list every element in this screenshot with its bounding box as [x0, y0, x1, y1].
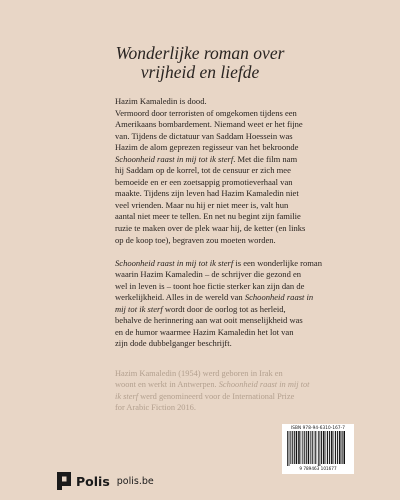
bio-line-rest: werd genomineerd voor de International Prize [138, 391, 295, 401]
barcode-bar [301, 431, 302, 464]
blurb-paragraph-1 [115, 96, 306, 246]
bio-line: Hazim Kamaledin (1954) werd geboren in Irak en [115, 369, 283, 378]
novel-title: ik sterf [115, 391, 139, 401]
blurb [115, 96, 323, 361]
blurb-line-rest: . Met die film nam [233, 153, 298, 164]
headline-line-1: Wonderlijke roman over [115, 43, 285, 63]
blurb-line: Amerikaans bombardement. Niemand weet er het fijne [115, 119, 303, 130]
barcode-bar [318, 431, 319, 466]
bio-line-rest: woont en werkt in Antwerpen. [115, 380, 219, 390]
blurb-line-with-title [115, 153, 298, 166]
blurb-line: waarin Hazim Kamaledin – de schrijver die gezond en [115, 269, 302, 280]
blurb-line-rest: is een wonderlijke roman [233, 257, 323, 268]
novel-title: Schoonheid raast in mij tot ik sterf [115, 257, 234, 268]
novel-title: Schoonheid raast in [244, 292, 314, 303]
blurb-line: hij Saddam op de korrel, tot de censuur er zich mee [115, 165, 291, 176]
barcode-bar [320, 431, 321, 466]
barcode-bar [312, 431, 313, 464]
barcode-bar [290, 431, 291, 464]
barcode-bar [329, 431, 330, 464]
blurb-line: ruzie te maken over de plek waar hij, de ketter (en links [115, 223, 306, 234]
blurb-line: Hazim Kamaledin is dood. [115, 96, 207, 106]
barcode-bar [314, 431, 315, 464]
barcode-bar [321, 431, 322, 464]
publisher-logo [57, 472, 154, 490]
barcode-bar [289, 431, 290, 466]
blurb-line: Hazim de alom geprezen regisseur van het bekroonde [115, 142, 299, 153]
blurb-line: Vermoord door terroristen of omgekomen tijdens een [115, 107, 297, 118]
blurb-line: behalve de herinnering aan wat ooit menselijkheid was [115, 315, 303, 326]
barcode-bar [308, 431, 310, 464]
blurb-line: aantal niet meer te tellen. En net nu begint zijn familie [115, 211, 301, 222]
blurb-paragraph-2 [115, 257, 323, 350]
barcode-bar [306, 431, 307, 464]
barcode-bar [342, 431, 343, 464]
bio-line [115, 379, 310, 390]
barcode-bar [344, 431, 346, 464]
blurb-line [115, 304, 293, 316]
author-bio [115, 368, 310, 414]
blurb-line: van. Tijdens de dictatuur van Saddam Hoessein was [115, 130, 293, 141]
publisher-url: polis.be [116, 475, 154, 487]
barcode-bar [298, 431, 300, 464]
blurb-line: en de humor waarmee Hazim Kamaledin het lot van [115, 326, 294, 337]
blurb-line [115, 292, 314, 304]
barcode-bar [326, 431, 327, 464]
headline [0, 44, 400, 82]
blurb-line: bemoeide en er een zoetsappig promotieverhaal van [115, 176, 293, 187]
barcode-bar [287, 431, 288, 466]
barcode-bar [323, 431, 325, 464]
blurb-line: op de koop toe), begraven zou moeten worden. [115, 234, 276, 245]
barcode-bar [310, 431, 311, 464]
barcode-bar [335, 431, 336, 464]
barcode-bar [331, 431, 333, 464]
barcode-bar [327, 431, 328, 464]
barcode-bar [304, 431, 305, 464]
bio-line [115, 391, 305, 402]
barcode-digits: 9 789463 101677 [299, 466, 337, 471]
bio-line: for Arabic Fiction 2016. [115, 403, 196, 413]
novel-title: Schoonheid raast in mij tot [218, 380, 310, 390]
blurb-line-rest: wordt door de oorlog tot as herleid, [162, 303, 286, 314]
publisher-name: Polis [76, 473, 110, 489]
headline-line-2: vrijheid en liefde [140, 62, 260, 82]
isbn-barcode [282, 424, 354, 474]
blurb-line: maakte. Tijdens zijn leven had Hazim Kamaledin niet [115, 188, 299, 199]
barcode-bar [292, 431, 293, 464]
barcode-bar [296, 431, 298, 464]
polis-logo-icon [57, 472, 72, 490]
blurb-line-rest: werkelijkheid. Alles in de wereld van [115, 292, 245, 303]
blurb-line: wel in leven is – toont hoe fictie sterker kan zijn dan de [115, 280, 305, 291]
film-title: Schoonheid raast in mij tot ik sterf [115, 153, 234, 164]
barcode-bar [315, 431, 316, 464]
blurb-line: veel vrienden. Maar nu hij er niet meer is, valt hun [115, 199, 289, 210]
barcode-bar [294, 431, 295, 464]
barcode-bar [339, 431, 341, 464]
barcode-bars [285, 431, 351, 466]
isbn-label: ISBN 978-94-6310-167-7 [290, 425, 346, 430]
blurb-line [115, 257, 323, 270]
barcode-bar [334, 431, 335, 464]
barcode-bar [302, 431, 303, 464]
barcode-bar [337, 431, 338, 464]
novel-title: mij tot ik sterf [115, 303, 163, 314]
blurb-line: zijn dode dubbelganger beschrijft. [115, 338, 232, 349]
